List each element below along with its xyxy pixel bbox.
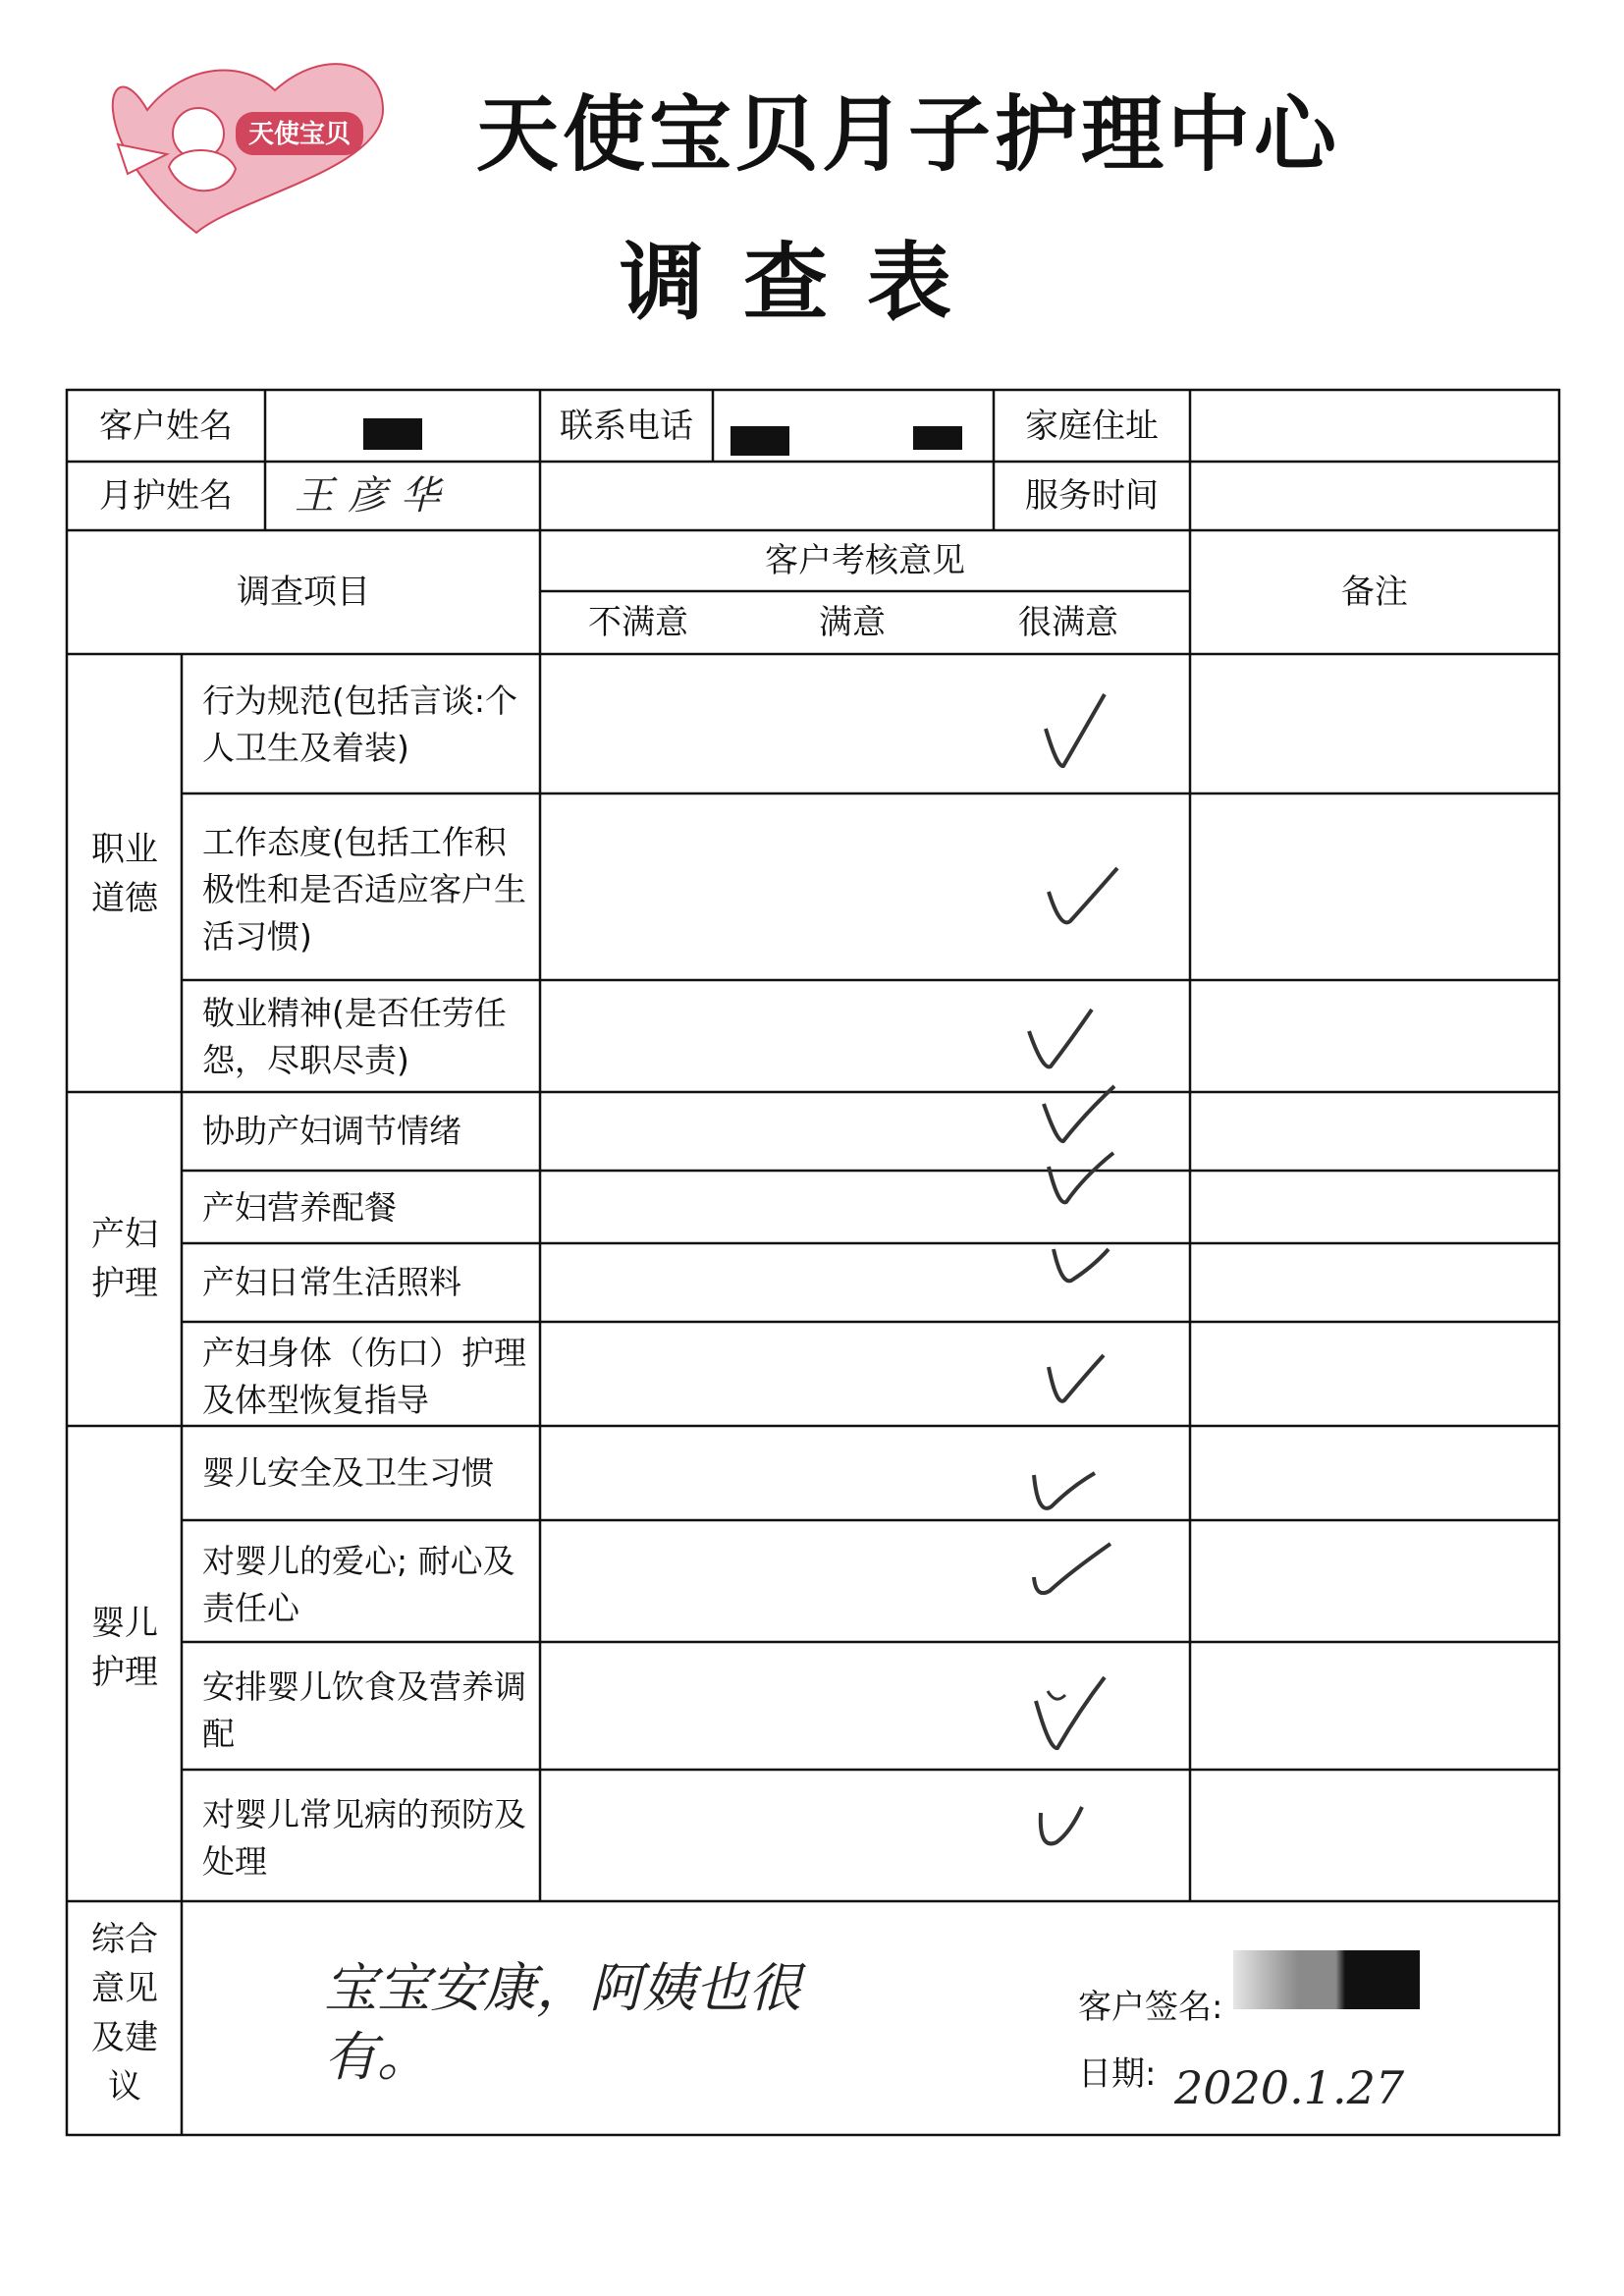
rating-header-unsatisfied: 不满意 — [588, 603, 688, 642]
nurse-name-value[interactable]: 王彦华 — [295, 473, 454, 519]
item-recovery: 产妇身体（伤口）护理及体型恢复指导 — [202, 1334, 526, 1419]
check-baby-safety-very-satisfied[interactable] — [1026, 1457, 1114, 1546]
redacted-phone-2 — [913, 426, 962, 450]
address-field[interactable] — [1194, 397, 1555, 456]
service-time-label: 服务时间 — [1025, 476, 1159, 516]
service-time-field[interactable] — [1194, 467, 1555, 526]
summary-label: 综合意见及建议 — [91, 1920, 158, 2106]
summary-comment[interactable]: 宝宝安康，阿姨也很有。 — [324, 1957, 801, 2088]
signature-label: 客户签名: — [1078, 1988, 1223, 2027]
section-label-mother-care — [79, 1210, 171, 1308]
check-attitude-very-satisfied[interactable] — [1041, 850, 1129, 939]
address-label: 家庭住址 — [1025, 406, 1159, 446]
item-baby-safety: 婴儿安全及卫生习惯 — [202, 1453, 494, 1492]
redacted-phone-1 — [731, 426, 789, 456]
item-conduct: 行为规范(包括言谈:个人卫生及着装) — [202, 682, 517, 767]
item-baby-love: 对婴儿的爱心; 耐心及责任心 — [202, 1542, 515, 1627]
item-baby-feeding: 安排婴儿饮食及营养调配 — [202, 1667, 526, 1753]
check-daily-care-very-satisfied[interactable] — [1046, 1239, 1134, 1328]
date-value[interactable]: 2020.1.27 — [1174, 2061, 1405, 2114]
date-label: 日期: — [1078, 2054, 1157, 2094]
item-attitude: 工作态度(包括工作积极性和是否适应客户生活习惯) — [202, 823, 526, 956]
signature-field[interactable] — [1233, 1950, 1469, 2009]
redacted-customer-name — [363, 418, 422, 450]
company-logo — [88, 51, 412, 247]
nurse-name-label: 月护姓名 — [99, 476, 233, 516]
phone-field[interactable] — [717, 397, 990, 456]
check-baby-love-very-satisfied[interactable] — [1026, 1538, 1114, 1626]
check-baby-feeding-very-satisfied[interactable] — [1026, 1666, 1114, 1754]
section-name-baby-care: 婴儿护理 — [91, 1604, 158, 1692]
item-daily-care: 产妇日常生活照料 — [202, 1263, 461, 1301]
item-emotion: 协助产妇调节情绪 — [202, 1112, 461, 1150]
logo-text: 天使宝贝 — [247, 120, 352, 149]
customer-name-label: 客户姓名 — [99, 406, 233, 446]
redacted-signature — [1233, 1950, 1420, 2009]
check-dedication-very-satisfied[interactable] — [1021, 1002, 1110, 1090]
check-nutrition-very-satisfied[interactable] — [1041, 1147, 1129, 1235]
item-baby-illness: 对婴儿常见病的预防及处理 — [202, 1795, 526, 1881]
rating-header-satisfied: 满意 — [819, 603, 886, 642]
section-label-baby-care — [79, 1599, 171, 1697]
item-nutrition: 产妇营养配餐 — [202, 1188, 397, 1227]
item-dedication: 敬业精神(是否任劳任怨，尽职尽责) — [202, 994, 507, 1079]
customer-name-field[interactable] — [270, 397, 535, 456]
section-name-mother-care: 产妇护理 — [91, 1215, 158, 1303]
check-recovery-very-satisfied[interactable] — [1041, 1347, 1129, 1436]
section-label-ethics — [79, 825, 171, 923]
check-conduct-very-satisfied[interactable] — [1036, 689, 1124, 778]
remark-header: 备注 — [1341, 573, 1408, 612]
rating-header-very-satisfied: 很满意 — [1018, 603, 1118, 642]
survey-item-header: 调查项目 — [237, 573, 370, 612]
page-subtitle: 调查表 — [620, 234, 991, 332]
section-name-ethics: 职业道德 — [91, 830, 158, 918]
page-title: 天使宝贝月子护理中心 — [475, 86, 1340, 183]
check-baby-illness-very-satisfied[interactable] — [1031, 1787, 1119, 1876]
customer-opinion-header: 客户考核意见 — [765, 541, 965, 580]
phone-label: 联系电话 — [560, 406, 693, 446]
